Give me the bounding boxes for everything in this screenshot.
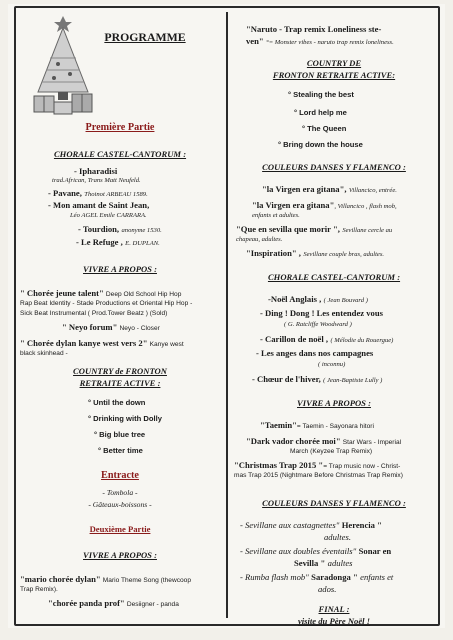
chorale-credit: anonyme 1530. [121,227,162,234]
dance-title: - Rumba flash mob" [240,572,309,582]
dance-title: " Chorée jeune talent" [20,288,104,298]
dance-music: Deep Old School Hip Hop [105,291,182,298]
chorale-item: - Les anges dans nos campagnes [256,348,374,358]
dance-music: Desiigner - panda [126,601,179,608]
section-heading-second-part: Deuxième Partie [89,524,151,534]
chorale-item: - Pavane, [48,188,82,198]
chorale-item: - Le Refuge , [76,237,123,247]
chorale-item: - Mon amant de Saint Jean, [48,200,150,210]
dance-music: °= Monster vibes - naruto trap remix loneliness. [266,39,394,46]
dance-note: Villancico, entrée. [348,187,397,194]
chorale-credit: Thoinot ARBEAU 1589. [84,191,148,198]
dance-name: Herencia " [341,520,382,530]
chorale-credit: trad.African, Trans Matt Neufeld. [52,177,141,184]
chorale-credit: ( Mélodie du Rouergue) [330,337,394,344]
vivre2-heading: VIVRE A PROPOS : [83,550,157,560]
dance-title: " Chorée dylan kanye west vers 2" [20,338,148,348]
page-title: PROGRAMME [104,30,186,44]
dance-music: Kanye west [149,341,184,348]
chorale-credit: ( inconnu) [318,361,346,368]
christmas-tree-icon [28,12,98,118]
chorale-item: - Ipharadisi [74,166,118,176]
dance-title: "Naruto - Trap remix Loneliness ste- [246,24,382,34]
country-song: ° Drinking with Dolly [88,414,162,423]
dance-note-line: enfants et adultes. [252,212,300,219]
chorale-credit: ( Jean-Baptiste Lully ) [323,377,383,384]
dance-music-line: Sick Beat Instrumental ( Prod.Tower Beatz ) (Sold) [20,310,168,317]
chorale-item: - Tourdion, [78,224,120,234]
dance-title: - Sevillane aux castagnettes" [240,520,340,530]
dance-name: Sevilla " [294,558,326,568]
country-song: ° Big blue tree [94,430,146,439]
country-song: ° The Queen [302,124,347,133]
dance-music-line: Rap Beat Identity - Stade Productions et Oriental Hip Hop - [20,300,193,307]
chorale-credit: Léo AGEL Emile CARRARA. [70,212,147,219]
country-song: ° Stealing the best [288,90,354,99]
dance-music: = Taemin - Sayonara hitori [296,423,374,430]
chorale-credit: E. DUPLAN. [125,240,160,247]
dance-music-line: black skinhead - [20,350,68,357]
dance-music-line: mas Trap 2015 (Nightmare Before Christmas Trap Remix) [234,472,403,479]
dance-note: , Villancico , flash mob, [334,203,397,210]
dance-title: "Inspiration" , [246,248,301,258]
chorale-heading: CHORALE CASTEL-CANTORUM : [53,149,187,159]
dance-audience: ados. [318,584,337,594]
dance-title: "Dark vador chorée moi" [246,436,341,446]
dance-title: "Christmas Trap 2015 " [234,460,324,470]
country-heading: COUNTRY de FRONTON [73,366,167,376]
country-heading: COUNTRY DE [306,58,362,68]
dance-name: Saradonga " [311,572,358,582]
country-song: ° Bring down the house [278,140,363,149]
dance-music-line: Trap Remix). [20,586,58,593]
country-song: ° Lord help me [294,108,347,117]
final-text: visite du Père Noël ! [297,616,371,626]
section-heading-first-part: Première Partie [85,122,155,133]
dance-name: Sonar en [358,546,392,556]
dance-audience: enfants et [360,572,394,582]
chorale-item: - Carillon de noël , [260,334,329,344]
dance-title: " Neyo forum" [62,322,118,332]
chorale-item: - Ding ! Dong ! Les entendez vous [260,308,383,318]
dance-note: Sevillane couple bras, adultes. [303,251,385,258]
dance-music: = Trap music now - Christ- [323,463,401,470]
dance-music: Neyo - Closer [119,325,160,332]
dance-title: "la Virgen era gitana", [262,184,347,194]
dance-note: Sevillane cercle au [342,227,393,234]
final-heading: FINAL : [318,604,350,614]
dance-audience: adultes [327,558,353,568]
country-song: ° Until the down [88,398,146,407]
dance-music: Star Wars - Imperial [342,439,402,446]
dance-title: "Taemin" [260,420,297,430]
country-heading: FRONTON RETRAITE ACTIVE: [272,70,396,80]
entracte-item: - Gâteaux-boissons - [88,500,152,509]
dance-audience: adultes. [324,532,351,542]
column-divider [226,12,228,618]
dance-title: - Sevillane aux doubles éventails" [240,546,357,556]
chorale-item: - Chœur de l'hiver, [252,374,321,384]
flamenco2-heading: COULEURS DANSES Y FLAMENCO : [262,498,406,508]
country-heading: RETRAITE ACTIVE : [79,378,161,388]
dance-title: "la Virgen era gitana" [252,200,335,210]
country-song: ° Better time [98,446,143,455]
vivre-heading: VIVRE A PROPOS : [297,398,371,408]
chorale-credit: ( Jean Bouvard ) [323,297,368,304]
entracte-item: - Tombola - [102,488,138,497]
vivre-heading: VIVRE A PROPOS : [83,264,157,274]
dance-title: "mario chorée dylan" [20,574,101,584]
dance-title: "chorée panda prof" [48,598,125,608]
flamenco-heading: COULEURS DANSES Y FLAMENCO : [262,162,406,172]
dance-note-line: chapeau, adultes. [236,236,283,243]
chorale-credit: ( G. Ratcliffe Woodward ) [284,321,352,328]
dance-music-line: March (Keyzee Trap Remix) [290,448,373,455]
chorale-item: -Noël Anglais , [268,294,322,304]
entracte-heading: Entracte [101,470,139,481]
dance-title-cont: ven" [246,36,264,46]
dance-music: Mario Theme Song (thewcoop [102,577,192,584]
chorale-heading: CHORALE CASTEL-CANTORUM : [267,272,401,282]
dance-title: "Que en sevilla que morir ", [236,224,340,234]
